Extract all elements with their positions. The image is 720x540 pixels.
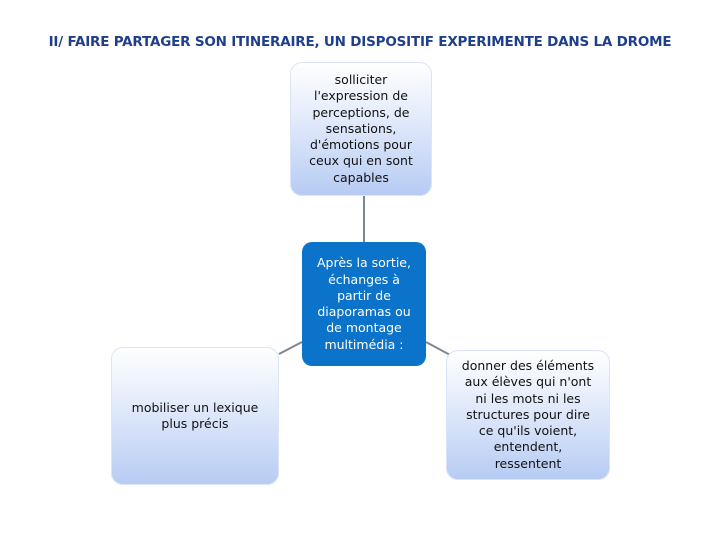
node-right: donner des éléments aux élèves qui n'ont ni les mots ni les structures pour dire ce qu'ils voient, entendent, ressentent: [446, 350, 610, 480]
page-title: II/ FAIRE PARTAGER SON ITINERAIRE, UN DISPOSITIF EXPERIMENTE DANS LA DROME: [48, 34, 672, 50]
node-center: Après la sortie, échanges à partir de diaporamas ou de montage multimédia :: [302, 242, 426, 366]
connector-center-left: [279, 342, 302, 354]
node-top: solliciter l'expression de perceptions, de sensations, d'émotions pour ceux qui en sont capables: [290, 62, 432, 196]
node-left: mobiliser un lexique plus précis: [111, 347, 279, 485]
